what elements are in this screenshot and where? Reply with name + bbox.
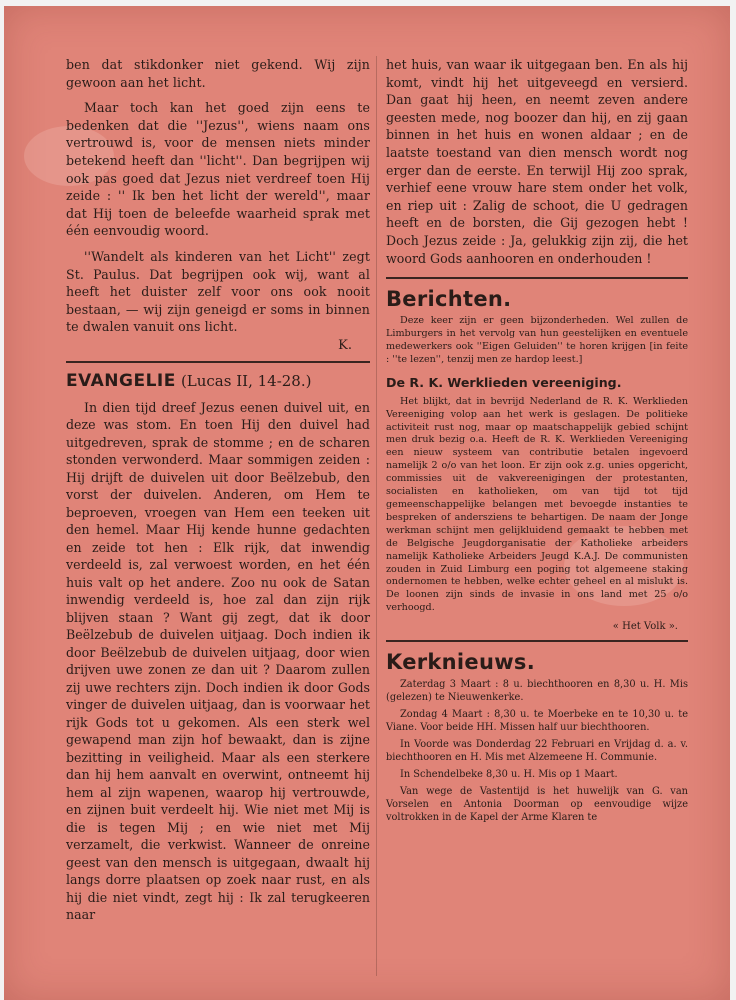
section-divider xyxy=(386,277,688,279)
evangelie-reference: (Lucas II, 14-28.) xyxy=(180,371,312,390)
kerknieuws-list xyxy=(386,678,688,824)
gospel-continuation xyxy=(386,56,688,267)
werklieden-source: « Het Volk ». xyxy=(612,621,678,633)
intro-signature: K. xyxy=(338,337,352,353)
intro-paragraph: Maar toch kan het goed zijn eens te bedenken dat die ''Jezus'', wiens naam ons vertrouwd is, voor de mensen niets minder betekend heeft dan ''licht''. Dan begrijpen wij ook pas goed dat Jezus niet verdreef toen Hij zeide : '' Ik ben het licht der wereld'', maar dat Hij toen de beleefde waarheid sprak met één eenvoudig woord. xyxy=(66,100,370,239)
berichten-text: Deze keer zijn er geen bijzonderheden. Wel zullen de Limburgers in het vervolg van hun geestelijken en eventuele medewerkers ook ''Eigen Geluiden'' te horen krijgen [in feite : ''te lezen'', tenzij men ze hardop leest.] xyxy=(386,315,688,365)
newsletter-page xyxy=(4,6,730,1000)
berichten-article xyxy=(386,315,688,367)
werklieden-heading: De R. K. Werklieden vereeniging. xyxy=(386,374,622,390)
kerknieuws-item: Zondag 4 Maart : 8,30 u. te Moerbeke en te 10,30 u. te Viane. Voor beide HH. Missen half uur biechthooren. xyxy=(386,709,688,734)
gospel-continued-text: het huis, van waar ik uitgegaan ben. En als hij komt, vindt hij het uitgeveegd en versierd. Dan gaat hij heen, en neemt zeven andere geesten mede, nog boozer dan hij, en zij gaan binnen in het huis en wonen aldaar ; en de laatste toestand van dien mensch wordt nog erger dan de eerste. En terwijl Hij zoo sprak, verhief eene vrouw hare stem onder het volk, en riep uit : Zalig de schoot, die U gedragen heeft en de borsten, die Gij gezogen hebt ! Doch Jezus zeide : Ja, gelukkig zijn zij, die het woord Gods aanhooren en onderhouden ! xyxy=(386,57,688,266)
right-column xyxy=(386,56,688,828)
kerknieuws-item: In Schendelbeke 8,30 u. H. Mis op 1 Maart. xyxy=(400,769,618,781)
gospel-article xyxy=(66,399,370,924)
intro-article xyxy=(66,56,370,353)
kerknieuws-item: In Voorde was Donderdag 22 Februari en Vrijdag d. a. v. biechthooren en H. Mis met Alzemeene H. Communie. xyxy=(386,739,688,764)
column-divider xyxy=(376,56,377,976)
kerknieuws-item: Zaterdag 3 Maart : 8 u. biechthooren en 8,30 u. H. Mis (gelezen) te Nieuwenkerke. xyxy=(386,679,688,704)
evangelie-title: EVANGELIE xyxy=(66,370,176,391)
evangelie-heading xyxy=(66,371,370,391)
section-divider xyxy=(66,361,370,363)
section-divider xyxy=(386,640,688,642)
werklieden-text: Het blijkt, dat in bevrijd Nederland de R. K. Werklieden Vereeniging volop aan het werk is geslagen. De politieke activiteit rust nog, maar op maatschappelijk gebied schijnt men druk bezig o.a. Heeft de R. K. Werklieden Vereeniging een nieuw systeem van contributie betalen ingevoerd namelijk 2 o/o van het loon. Er zijn ook z.g. unies opgericht, commissies uit de vakvereenigingen der protestanten, socialisten en katholieken, om van tijd tot tijd gemeenschappelijke belangen met bevoegde instanties te bespreken of andersziens te behartigen. De naam der Jonge werkman schijnt men gelijkluidend gemaakt te hebben met de Belgische Jeugdorganisatie der Katholieke arbeiders namelijk Katholieke Arbeiders Jeugd K.A.J. De communisten zouden in Zuid Limburg een poging tot algemeene staking ondernomen te hebben, welke echter geheel en al mislukt is. De loonen zijn sinds de invasie in ons land met 25 o/o verhoogd. xyxy=(386,395,688,614)
gospel-text: In dien tijd dreef Jezus eenen duivel uit, en deze was stom. En toen Hij den duivel had uitgedreven, sprak de stomme ; en de scharen stonden verwonderd. Maar sommigen zeiden : Hij drijft de duivelen uit door Beëlzebub, den vorst der duivelen. Anderen, om Hem te beproeven, vroegen van Hem een teeken uit den hemel. Maar Hij kende hunne gedachten en zeide tot hen : Elk rijk, dat inwendig verdeeld is, zal verwoest worden, en het één huis valt op het andere. Zoo nu ook de Satan inwendig verdeeld is, hoe zal dan zijn rijk blijven staan ? Want gij zegt, dat ik door Beëlzebub de duivelen uitjaag. Doch indien ik door Beëlzebub de duivelen uitjaag, door wien drijven uwe zonen ze dan uit ? Daarom zullen zij uwe rechters zijn. Doch indien ik door Gods vinger de duivelen uitjaag, dan is voorwaar het rijk Gods tot u gekomen. Als een sterk wel gewapend man zijn hof bewaakt, dan is zijne bezitting in veiligheid. Maar als een sterkere dan hij hem aanvalt en overwint, ontneemt hij hem al zijn wapenen, waarop hij vertrouwde, en zijnen buit verdeelt hij. Wie niet met Mij is die is tegen Mij ; en wie niet met Mij verzamelt, die verkwist. Wanneer de onreine geest van den mensch is uitgegaan, dwaalt hij langs dorre plaatsen op zoek naar rust, en als hij die niet vindt, zegt hij : Ik zal terugkeeren naar xyxy=(66,399,370,923)
kerknieuws-item: Van wege de Vastentijd is het huwelijk van G. van Vorselen en Antonia Doorman op eenvoudige wijze voltrokken in de Kapel der Arme Klaren te xyxy=(386,786,688,824)
left-column xyxy=(66,56,370,924)
intro-paragraph: ''Wandelt als kinderen van het Licht'' zegt St. Paulus. Dat begrijpen ook wij, want al heeft het duister zelf voor ons ook nooit bestaan, — wij zijn geneigd er soms in binnen te dwalen vanuit ons licht. xyxy=(66,248,370,335)
kerknieuws-heading: Kerknieuws. xyxy=(386,650,535,675)
intro-paragraph: ben dat stikdonker niet gekend. Wij zijn gewoon aan het licht. xyxy=(66,57,370,90)
werklieden-article xyxy=(386,396,688,615)
berichten-heading: Berichten. xyxy=(386,287,512,312)
